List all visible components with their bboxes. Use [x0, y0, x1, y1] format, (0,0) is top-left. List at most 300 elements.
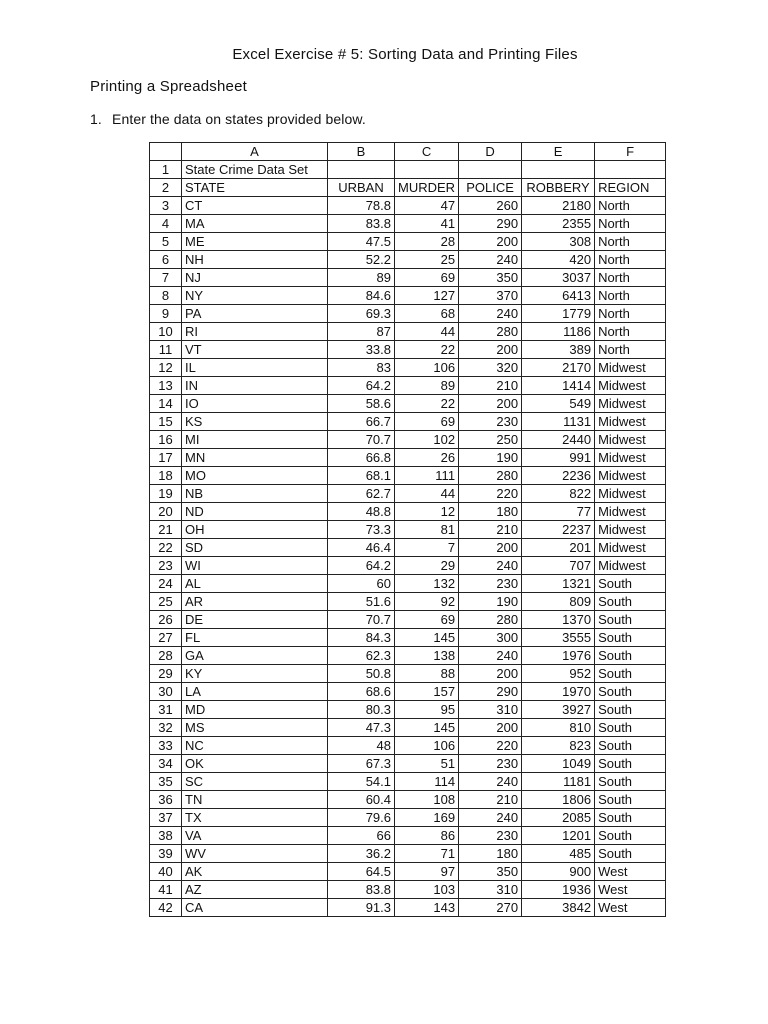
- state-crime-data-table: [149, 142, 666, 917]
- cell-b: 47.3: [328, 719, 395, 737]
- cell-b: 54.1: [328, 773, 395, 791]
- cell-c: 145: [395, 629, 459, 647]
- cell-f: Midwest: [595, 413, 666, 431]
- cell-b: 62.7: [328, 485, 395, 503]
- cell-b: 36.2: [328, 845, 395, 863]
- cell-b: 68.6: [328, 683, 395, 701]
- cell-e: 389: [522, 341, 595, 359]
- cell-b: 64.5: [328, 863, 395, 881]
- cell-f: Midwest: [595, 521, 666, 539]
- cell-e: 900: [522, 863, 595, 881]
- cell-b: 60.4: [328, 791, 395, 809]
- cell-d: 290: [459, 215, 522, 233]
- cell-e: 6413: [522, 287, 595, 305]
- cell-b: 66: [328, 827, 395, 845]
- cell-f: West: [595, 899, 666, 917]
- cell-c: 51: [395, 755, 459, 773]
- row-number: 2: [150, 179, 182, 197]
- cell-d: 200: [459, 395, 522, 413]
- cell-f: South: [595, 737, 666, 755]
- cell-f: South: [595, 809, 666, 827]
- cell-c: 69: [395, 269, 459, 287]
- cell-c: 157: [395, 683, 459, 701]
- row-number: 33: [150, 737, 182, 755]
- cell-f: Midwest: [595, 503, 666, 521]
- cell-b: 47.5: [328, 233, 395, 251]
- cell-c: 111: [395, 467, 459, 485]
- cell-f: South: [595, 593, 666, 611]
- table-row: [150, 881, 666, 899]
- cell-e: 2355: [522, 215, 595, 233]
- cell-b: 33.8: [328, 341, 395, 359]
- row-number: 27: [150, 629, 182, 647]
- table-row: [150, 521, 666, 539]
- cell-d: 180: [459, 503, 522, 521]
- cell-c: 95: [395, 701, 459, 719]
- table-row: [150, 197, 666, 215]
- cell-d: 290: [459, 683, 522, 701]
- cell-a: NC: [182, 737, 328, 755]
- table-row: [150, 485, 666, 503]
- table-row: [150, 647, 666, 665]
- row-number: 25: [150, 593, 182, 611]
- cell-d: 280: [459, 323, 522, 341]
- cell-c: 7: [395, 539, 459, 557]
- cell-d: 240: [459, 647, 522, 665]
- cell-f: North: [595, 341, 666, 359]
- cell-a: SD: [182, 539, 328, 557]
- table-row: [150, 305, 666, 323]
- cell-e: 1321: [522, 575, 595, 593]
- cell-c: 26: [395, 449, 459, 467]
- table-row: [150, 287, 666, 305]
- row-number: 35: [150, 773, 182, 791]
- cell-c: 169: [395, 809, 459, 827]
- cell-c: 106: [395, 737, 459, 755]
- cell-f: North: [595, 305, 666, 323]
- table-row: [150, 467, 666, 485]
- cell-b: 48.8: [328, 503, 395, 521]
- cell-b: 70.7: [328, 431, 395, 449]
- cell-b: 69.3: [328, 305, 395, 323]
- cell-f: North: [595, 233, 666, 251]
- cell-e: 1201: [522, 827, 595, 845]
- cell-c: 44: [395, 323, 459, 341]
- cell-f: North: [595, 323, 666, 341]
- table-row: [150, 359, 666, 377]
- cell-b: 62.3: [328, 647, 395, 665]
- cell-e: 2236: [522, 467, 595, 485]
- cell-d: 210: [459, 521, 522, 539]
- cell-f: Midwest: [595, 539, 666, 557]
- cell-a: NH: [182, 251, 328, 269]
- cell-b: 73.3: [328, 521, 395, 539]
- cell-c: 22: [395, 395, 459, 413]
- cell-f: South: [595, 719, 666, 737]
- row-number: 23: [150, 557, 182, 575]
- cell-f: South: [595, 611, 666, 629]
- cell-e: 1779: [522, 305, 595, 323]
- row-number: 4: [150, 215, 182, 233]
- cell-b: 83: [328, 359, 395, 377]
- cell-a: AZ: [182, 881, 328, 899]
- cell-f: Midwest: [595, 557, 666, 575]
- row-number: 13: [150, 377, 182, 395]
- row-number: 5: [150, 233, 182, 251]
- column-header-b: B: [328, 143, 395, 161]
- cell-c: 12: [395, 503, 459, 521]
- column-header-row: [150, 143, 666, 161]
- row-number: 37: [150, 809, 182, 827]
- cell-c: 103: [395, 881, 459, 899]
- row-number: 12: [150, 359, 182, 377]
- cell-e: 1936: [522, 881, 595, 899]
- cell-c: 81: [395, 521, 459, 539]
- cell-f: [595, 161, 666, 179]
- cell-c: 127: [395, 287, 459, 305]
- cell-e: 2180: [522, 197, 595, 215]
- cell-f: North: [595, 215, 666, 233]
- cell-a: IL: [182, 359, 328, 377]
- table-row: [150, 161, 666, 179]
- cell-b: 66.8: [328, 449, 395, 467]
- cell-f: Midwest: [595, 467, 666, 485]
- corner-cell: [150, 143, 182, 161]
- cell-c: 145: [395, 719, 459, 737]
- cell-d: 200: [459, 665, 522, 683]
- cell-d: 200: [459, 233, 522, 251]
- row-number: 41: [150, 881, 182, 899]
- cell-b: 68.1: [328, 467, 395, 485]
- table-row: [150, 683, 666, 701]
- cell-d: 240: [459, 557, 522, 575]
- cell-c: 47: [395, 197, 459, 215]
- cell-c: 143: [395, 899, 459, 917]
- table-row: [150, 179, 666, 197]
- cell-e: 810: [522, 719, 595, 737]
- cell-b: 83.8: [328, 881, 395, 899]
- cell-d: 280: [459, 467, 522, 485]
- table-row: [150, 575, 666, 593]
- cell-a: LA: [182, 683, 328, 701]
- cell-b: 51.6: [328, 593, 395, 611]
- table-row: [150, 377, 666, 395]
- cell-a: VT: [182, 341, 328, 359]
- row-number: 39: [150, 845, 182, 863]
- cell-f: West: [595, 863, 666, 881]
- cell-c: 69: [395, 611, 459, 629]
- cell-d: 350: [459, 269, 522, 287]
- cell-e: 822: [522, 485, 595, 503]
- cell-a: GA: [182, 647, 328, 665]
- cell-c: 92: [395, 593, 459, 611]
- cell-a: VA: [182, 827, 328, 845]
- row-number: 14: [150, 395, 182, 413]
- table-row: [150, 629, 666, 647]
- column-header-c: C: [395, 143, 459, 161]
- cell-a: NJ: [182, 269, 328, 287]
- cell-e: 1976: [522, 647, 595, 665]
- cell-a: MI: [182, 431, 328, 449]
- cell-b: URBAN: [328, 179, 395, 197]
- row-number: 24: [150, 575, 182, 593]
- row-number: 20: [150, 503, 182, 521]
- document-title: Excel Exercise # 5: Sorting Data and Printing Files: [232, 46, 578, 63]
- row-number: 32: [150, 719, 182, 737]
- cell-e: ROBBERY: [522, 179, 595, 197]
- cell-d: 240: [459, 773, 522, 791]
- table-row: [150, 539, 666, 557]
- cell-a: MD: [182, 701, 328, 719]
- cell-f: South: [595, 647, 666, 665]
- table-row: [150, 233, 666, 251]
- cell-a: WV: [182, 845, 328, 863]
- cell-e: 707: [522, 557, 595, 575]
- cell-a: TX: [182, 809, 328, 827]
- row-number: 34: [150, 755, 182, 773]
- cell-e: 1049: [522, 755, 595, 773]
- row-number: 19: [150, 485, 182, 503]
- cell-c: 102: [395, 431, 459, 449]
- cell-c: 132: [395, 575, 459, 593]
- row-number: 22: [150, 539, 182, 557]
- cell-a: CT: [182, 197, 328, 215]
- cell-a: KY: [182, 665, 328, 683]
- row-number: 36: [150, 791, 182, 809]
- cell-d: 240: [459, 809, 522, 827]
- table-row: [150, 665, 666, 683]
- cell-c: 97: [395, 863, 459, 881]
- table-row: [150, 773, 666, 791]
- cell-e: 201: [522, 539, 595, 557]
- cell-b: 50.8: [328, 665, 395, 683]
- cell-f: South: [595, 755, 666, 773]
- cell-b: 87: [328, 323, 395, 341]
- cell-a: AL: [182, 575, 328, 593]
- cell-e: [522, 161, 595, 179]
- cell-d: 210: [459, 377, 522, 395]
- table-row: [150, 593, 666, 611]
- cell-c: 22: [395, 341, 459, 359]
- row-number: 16: [150, 431, 182, 449]
- row-number: 11: [150, 341, 182, 359]
- row-number: 10: [150, 323, 182, 341]
- column-header-f: F: [595, 143, 666, 161]
- cell-b: 64.2: [328, 557, 395, 575]
- row-number: 42: [150, 899, 182, 917]
- cell-d: [459, 161, 522, 179]
- cell-a: TN: [182, 791, 328, 809]
- cell-e: 1414: [522, 377, 595, 395]
- cell-b: 91.3: [328, 899, 395, 917]
- cell-a: WI: [182, 557, 328, 575]
- row-number: 18: [150, 467, 182, 485]
- cell-c: 138: [395, 647, 459, 665]
- row-number: 31: [150, 701, 182, 719]
- table-row: [150, 863, 666, 881]
- row-number: 9: [150, 305, 182, 323]
- table-row: [150, 341, 666, 359]
- cell-c: 89: [395, 377, 459, 395]
- cell-b: 64.2: [328, 377, 395, 395]
- cell-e: 2440: [522, 431, 595, 449]
- cell-a: ND: [182, 503, 328, 521]
- instruction-number: 1.: [90, 111, 102, 127]
- cell-f: Midwest: [595, 449, 666, 467]
- table-row: [150, 737, 666, 755]
- row-number: 15: [150, 413, 182, 431]
- table-row: [150, 827, 666, 845]
- cell-f: Midwest: [595, 431, 666, 449]
- table-row: [150, 701, 666, 719]
- section-heading: Printing a Spreadsheet: [90, 78, 248, 95]
- cell-e: 991: [522, 449, 595, 467]
- cell-d: 220: [459, 485, 522, 503]
- row-number: 3: [150, 197, 182, 215]
- cell-e: 1181: [522, 773, 595, 791]
- cell-a: AK: [182, 863, 328, 881]
- cell-f: REGION: [595, 179, 666, 197]
- cell-d: 200: [459, 341, 522, 359]
- cell-a: OK: [182, 755, 328, 773]
- cell-e: 2085: [522, 809, 595, 827]
- cell-d: 190: [459, 593, 522, 611]
- cell-d: 240: [459, 251, 522, 269]
- cell-b: 80.3: [328, 701, 395, 719]
- cell-f: South: [595, 773, 666, 791]
- table-body: [150, 161, 666, 917]
- table-row: [150, 449, 666, 467]
- cell-a: State Crime Data Set: [182, 161, 328, 179]
- cell-d: POLICE: [459, 179, 522, 197]
- cell-f: South: [595, 683, 666, 701]
- cell-b: 70.7: [328, 611, 395, 629]
- row-number: 8: [150, 287, 182, 305]
- row-number: 21: [150, 521, 182, 539]
- cell-e: 1970: [522, 683, 595, 701]
- cell-d: 190: [459, 449, 522, 467]
- cell-d: 220: [459, 737, 522, 755]
- cell-b: 89: [328, 269, 395, 287]
- column-header-d: D: [459, 143, 522, 161]
- instruction-text: Enter the data on states provided below.: [112, 111, 366, 127]
- cell-b: 84.3: [328, 629, 395, 647]
- cell-f: North: [595, 269, 666, 287]
- cell-f: South: [595, 629, 666, 647]
- cell-f: North: [595, 251, 666, 269]
- cell-f: South: [595, 701, 666, 719]
- cell-c: 28: [395, 233, 459, 251]
- cell-e: 809: [522, 593, 595, 611]
- row-number: 6: [150, 251, 182, 269]
- cell-f: West: [595, 881, 666, 899]
- table-row: [150, 845, 666, 863]
- cell-a: MN: [182, 449, 328, 467]
- table-row: [150, 323, 666, 341]
- row-number: 38: [150, 827, 182, 845]
- row-number: 1: [150, 161, 182, 179]
- cell-d: 250: [459, 431, 522, 449]
- column-header-e: E: [522, 143, 595, 161]
- cell-e: 823: [522, 737, 595, 755]
- cell-d: 310: [459, 701, 522, 719]
- cell-e: 3842: [522, 899, 595, 917]
- cell-d: 280: [459, 611, 522, 629]
- cell-f: North: [595, 287, 666, 305]
- cell-b: 79.6: [328, 809, 395, 827]
- cell-b: 48: [328, 737, 395, 755]
- cell-e: 549: [522, 395, 595, 413]
- cell-c: 106: [395, 359, 459, 377]
- cell-c: 29: [395, 557, 459, 575]
- cell-a: NB: [182, 485, 328, 503]
- cell-a: ME: [182, 233, 328, 251]
- cell-d: 230: [459, 755, 522, 773]
- cell-a: MS: [182, 719, 328, 737]
- column-header-a: A: [182, 143, 328, 161]
- cell-d: 180: [459, 845, 522, 863]
- row-number: 28: [150, 647, 182, 665]
- cell-d: 230: [459, 413, 522, 431]
- cell-a: SC: [182, 773, 328, 791]
- table-row: [150, 611, 666, 629]
- cell-f: Midwest: [595, 359, 666, 377]
- cell-d: 240: [459, 305, 522, 323]
- cell-c: 108: [395, 791, 459, 809]
- cell-d: 200: [459, 719, 522, 737]
- row-number: 30: [150, 683, 182, 701]
- cell-e: 308: [522, 233, 595, 251]
- cell-e: 2170: [522, 359, 595, 377]
- cell-b: 58.6: [328, 395, 395, 413]
- table-row: [150, 755, 666, 773]
- cell-a: FL: [182, 629, 328, 647]
- cell-a: RI: [182, 323, 328, 341]
- cell-b: 78.8: [328, 197, 395, 215]
- cell-a: AR: [182, 593, 328, 611]
- row-number: 7: [150, 269, 182, 287]
- cell-e: 952: [522, 665, 595, 683]
- table-row: [150, 413, 666, 431]
- table-row: [150, 251, 666, 269]
- table-row: [150, 719, 666, 737]
- cell-c: [395, 161, 459, 179]
- cell-c: 44: [395, 485, 459, 503]
- cell-f: North: [595, 197, 666, 215]
- cell-d: 300: [459, 629, 522, 647]
- cell-e: 2237: [522, 521, 595, 539]
- table-row: [150, 791, 666, 809]
- cell-d: 370: [459, 287, 522, 305]
- table-row: [150, 899, 666, 917]
- cell-c: 88: [395, 665, 459, 683]
- cell-a: OH: [182, 521, 328, 539]
- cell-d: 200: [459, 539, 522, 557]
- cell-c: 25: [395, 251, 459, 269]
- cell-a: PA: [182, 305, 328, 323]
- cell-d: 230: [459, 575, 522, 593]
- cell-e: 420: [522, 251, 595, 269]
- row-number: 17: [150, 449, 182, 467]
- cell-a: CA: [182, 899, 328, 917]
- cell-c: 41: [395, 215, 459, 233]
- cell-a: STATE: [182, 179, 328, 197]
- cell-e: 3927: [522, 701, 595, 719]
- cell-f: South: [595, 791, 666, 809]
- cell-e: 1186: [522, 323, 595, 341]
- cell-f: Midwest: [595, 395, 666, 413]
- cell-d: 260: [459, 197, 522, 215]
